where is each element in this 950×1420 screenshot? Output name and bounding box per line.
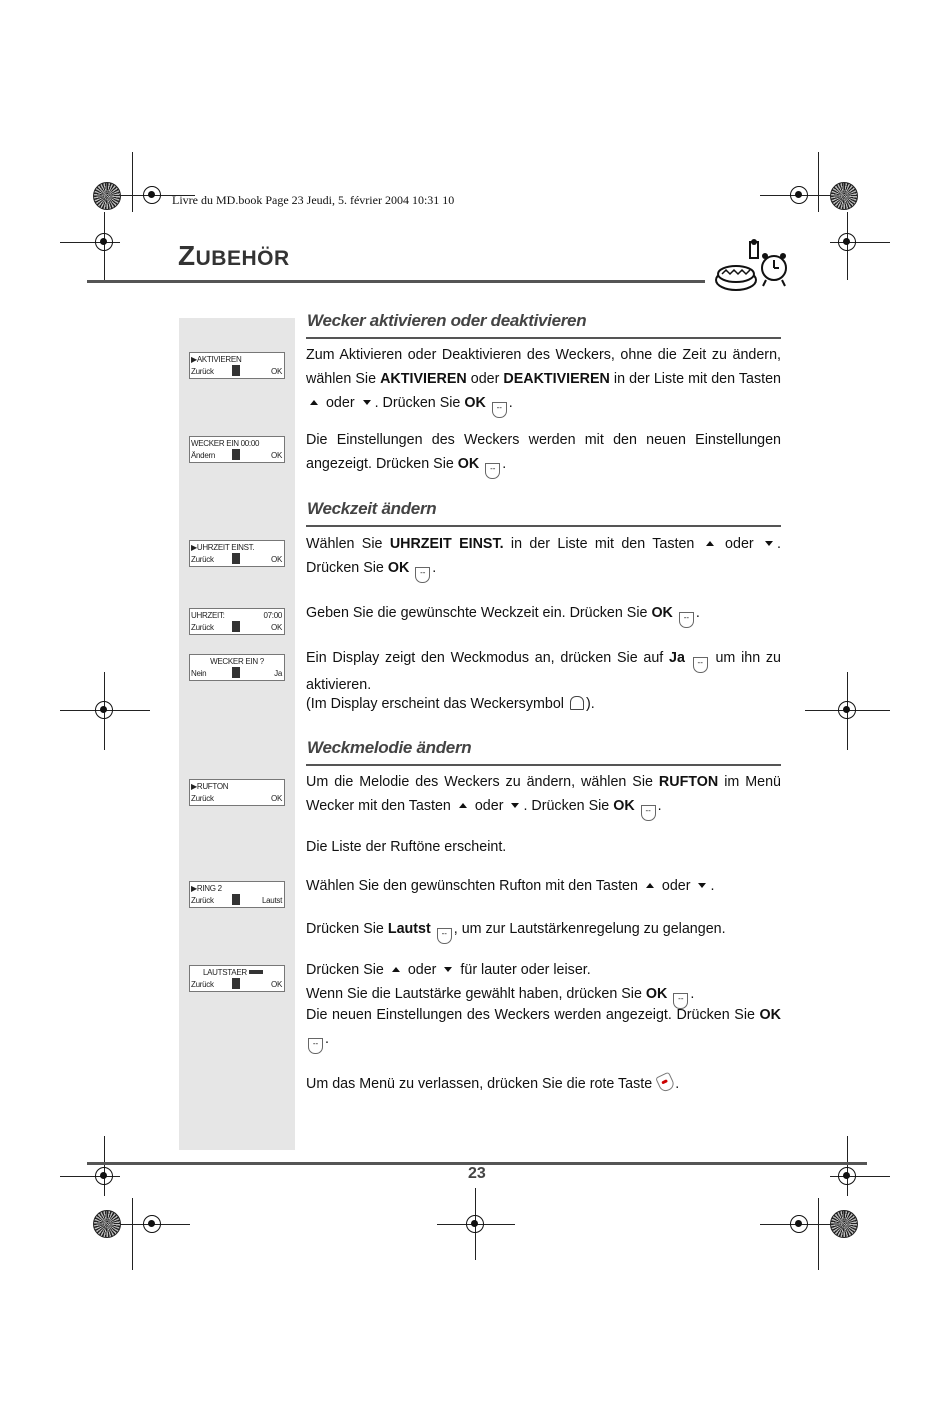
alarm-clock-illustration <box>712 236 790 294</box>
paragraph-uhrzeit-einst <box>306 532 781 583</box>
text: (Im Display erscheint das Weckersymbol <box>306 696 568 712</box>
lcd-left: Ändern <box>191 451 215 460</box>
text: Zum Aktivieren oder Deaktivieren des Weckers, ohne die Zeit zu ändern, wählen Sie <box>306 347 781 387</box>
paragraph-menue-verlassen <box>306 1072 781 1096</box>
lcd-wecker-ein <box>189 436 285 463</box>
lcd-left: Zurück <box>191 980 214 989</box>
arrow-down-icon <box>511 803 519 808</box>
section-title-aktivieren: Wecker aktivieren oder deaktivieren <box>307 311 587 330</box>
red-hangup-key-icon <box>655 1072 676 1094</box>
cursor-block-icon <box>232 449 240 460</box>
arrow-up-icon <box>706 541 714 546</box>
text: Die neuen Einstellungen des Weckers werden angezeigt. Drücken Sie <box>306 1007 760 1023</box>
lcd-aktivieren <box>189 352 285 379</box>
updown-indicator-icon <box>232 553 240 564</box>
text: . Drücken Sie <box>523 798 614 814</box>
text: Um das Menü zu verlassen, drücken Sie die rote Taste <box>306 1076 657 1092</box>
lcd-time: 07:00 <box>263 611 282 620</box>
text: für lauter oder leiser. <box>456 962 591 978</box>
arrow-down-icon <box>444 967 452 972</box>
cursor-block-icon <box>232 621 240 632</box>
text: Um die Melodie des Weckers zu ändern, wählen Sie <box>306 774 659 790</box>
softkey-icon: -- <box>679 612 694 628</box>
softkey-icon: -- <box>492 402 507 418</box>
lcd-right: OK <box>271 794 282 803</box>
softkey-icon: -- <box>415 567 430 583</box>
lcd-row1: ▶RING 2 <box>191 884 222 893</box>
paragraph-ruftoene-liste: Die Liste der Ruftöne erscheint. <box>306 839 507 855</box>
softkey-icon: -- <box>693 657 708 673</box>
softkey-icon: -- <box>437 928 452 944</box>
paragraph-neue-einstellungen <box>306 1003 781 1054</box>
softkey-icon: -- <box>673 993 688 1009</box>
chapter-rule <box>87 280 705 283</box>
bold-text: OK <box>464 395 486 411</box>
lcd-right: Ja <box>274 669 282 678</box>
arrow-up-icon <box>310 400 318 405</box>
lcd-lautstaer <box>189 965 285 992</box>
text: in der Liste mit den Tasten <box>503 536 702 552</box>
lcd-wecker-frage <box>189 654 285 681</box>
text: Wählen Sie den gewünschten Rufton mit den Tasten <box>306 878 642 894</box>
paragraph-weckmodus <box>306 646 781 697</box>
bold-text: OK <box>645 986 668 1002</box>
text: . <box>690 986 695 1002</box>
lcd-uhrzeit-einst <box>189 540 285 567</box>
text: Drücken Sie <box>306 962 388 978</box>
lcd-row1 <box>191 610 283 621</box>
updown-indicator-icon <box>232 894 240 905</box>
lcd-left: Zurück <box>191 555 214 564</box>
text: oder <box>470 798 508 814</box>
lcd-right: OK <box>271 367 282 376</box>
lcd-right: Lautst <box>262 896 282 905</box>
bold-text: DEAKTIVIEREN <box>503 371 610 387</box>
text: . Drücken Sie <box>374 395 465 411</box>
cursor-block-icon <box>232 667 240 678</box>
print-slug: Livre du MD.book Page 23 Jeudi, 5. février 2004 10:31 10 <box>172 193 455 207</box>
bold-text: OK <box>387 560 410 576</box>
bold-text: AKTIVIEREN <box>380 371 467 387</box>
paragraph-aktivieren <box>306 343 781 418</box>
bell-icon <box>570 696 584 710</box>
lcd-rufton <box>189 779 285 806</box>
text: Wenn Sie die Lautstärke gewählt haben, drücken Sie <box>306 986 646 1002</box>
paragraph-einstellungen <box>306 428 781 479</box>
lcd-label: LAUTSTAER <box>203 968 247 977</box>
paragraph-weckersymbol <box>306 692 781 716</box>
volume-bar-icon <box>249 970 263 974</box>
text: oder <box>717 536 762 552</box>
paragraph-weckzeit-eingeben <box>306 601 781 628</box>
text: . <box>710 878 715 894</box>
text: . <box>432 560 437 576</box>
section-rule <box>306 525 781 527</box>
text: . <box>502 456 507 472</box>
lcd-left: UHRZEIT: <box>191 611 225 620</box>
chapter-initial: Z <box>178 240 196 271</box>
paragraph-lautst <box>306 917 781 944</box>
text: im Menü Wecker mit den Tasten <box>306 774 781 814</box>
arrow-down-icon <box>363 400 371 405</box>
updown-indicator-icon <box>232 365 240 376</box>
page-number: 23 <box>468 1165 486 1182</box>
lcd-ring <box>189 881 285 908</box>
paragraph-rufton-waehlen <box>306 874 781 898</box>
text: . <box>657 798 662 814</box>
bold-text: OK <box>613 798 635 814</box>
text: , um zur Lautstärkenregelung zu gelangen. <box>453 921 726 937</box>
section-rule <box>306 337 781 339</box>
section-title-weckzeit: Weckzeit ändern <box>307 499 437 518</box>
text: oder <box>403 962 441 978</box>
chapter-title <box>178 240 290 272</box>
arrow-up-icon <box>459 803 467 808</box>
bold-text: Ja <box>669 650 685 666</box>
bold-text: OK <box>759 1007 781 1023</box>
lcd-left: Zurück <box>191 896 214 905</box>
lcd-row1: WECKER EIN ? <box>210 657 264 666</box>
text: Wählen Sie <box>306 536 390 552</box>
chapter-rest: UBEHÖR <box>195 247 290 270</box>
text: Drücken Sie <box>306 921 388 937</box>
lcd-right: OK <box>271 451 282 460</box>
text: um ihn zu aktivieren. <box>306 650 781 693</box>
text: Ein Display zeigt den Weckmodus an, drücken Sie auf <box>306 650 670 666</box>
bold-text: OK <box>457 456 480 472</box>
text: oder <box>657 878 695 894</box>
bold-text: OK <box>651 605 673 621</box>
lcd-left: Nein <box>191 669 207 678</box>
text: oder <box>466 371 504 387</box>
text: . <box>695 605 700 621</box>
lcd-row1: ▶AKTIVIEREN <box>191 355 242 364</box>
lcd-row1: ▶UHRZEIT EINST. <box>191 543 255 552</box>
softkey-icon: -- <box>308 1038 323 1054</box>
text: . <box>325 1031 329 1047</box>
section-rule <box>306 764 781 766</box>
bold-text: Lautst <box>387 921 431 937</box>
text: . <box>508 395 513 411</box>
lcd-left: Zurück <box>191 367 214 376</box>
arrow-down-icon <box>765 541 773 546</box>
arrow-down-icon <box>698 883 706 888</box>
lcd-right: OK <box>271 623 282 632</box>
softkey-icon: -- <box>485 463 500 479</box>
text: Die Einstellungen des Weckers werden mit den neuen Einstellungen angezeigt. Drücken Sie <box>306 432 781 472</box>
lcd-row1: ▶RUFTON <box>191 782 229 791</box>
text: . Drücken Sie <box>306 536 781 576</box>
paragraph-lauter-leiser <box>306 958 781 982</box>
lcd-uhrzeit <box>189 608 285 635</box>
lcd-right: OK <box>271 980 282 989</box>
lcd-row1 <box>191 967 283 978</box>
arrow-up-icon <box>392 967 400 972</box>
section-title-weckmelodie: Weckmelodie ändern <box>307 738 472 757</box>
bold-text: UHRZEIT EINST. <box>389 536 504 552</box>
lcd-left: Zurück <box>191 794 214 803</box>
paragraph-rufton <box>306 770 781 821</box>
softkey-icon: -- <box>641 805 656 821</box>
text: in der Liste mit den Tasten <box>609 371 781 387</box>
bold-text: RUFTON <box>658 774 719 790</box>
lcd-left: Zurück <box>191 623 214 632</box>
text: oder <box>322 395 359 411</box>
arrow-up-icon <box>646 883 654 888</box>
lcd-row2 <box>191 793 283 804</box>
text: ). <box>585 696 595 712</box>
lcd-right: OK <box>271 555 282 564</box>
updown-indicator-icon <box>232 978 240 989</box>
lcd-row1: WECKER EIN 00:00 <box>191 439 260 448</box>
text: . <box>675 1076 680 1092</box>
text: Geben Sie die gewünschte Weckzeit ein. Drücken Sie <box>306 605 652 621</box>
